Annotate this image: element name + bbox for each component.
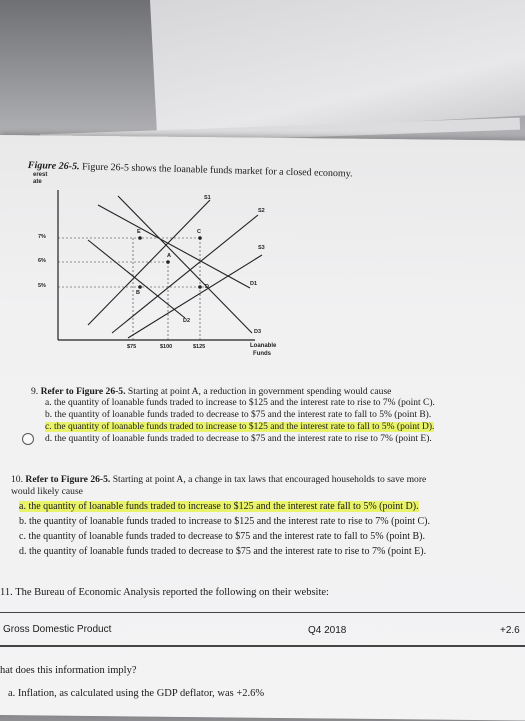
question-11-prompt [0, 587, 329, 599]
demand-curve-d2 [88, 240, 185, 318]
question-9-option-d[interactable]: d. the quantity of loanable funds traded to decrease to $75 and the interest rate to rise to 7% (point E). [45, 434, 432, 444]
question-10-ref: Refer to Figure 26-5. [25, 474, 111, 485]
question-11-followup: hat does this information imply? [0, 665, 137, 676]
curve-label-s3: S3 [258, 245, 265, 251]
x-tick-75: $75 [127, 344, 137, 350]
question-9-option-b[interactable]: b. the quantity of loanable funds traded to decrease to $75 and the interest rate to fall to 5% (point B). [45, 410, 432, 420]
x-tick-100: $100 [160, 344, 173, 350]
question-9-number: 9. [31, 386, 39, 397]
gdp-value: +2.6 [500, 625, 520, 636]
table-bottom-rule [0, 645, 525, 647]
curve-label-s1: S1 [204, 195, 211, 201]
question-11-partial-option[interactable]: a. Inflation, as calculated using the GDP deflator, was +2.6% [8, 688, 265, 699]
x-axis-label-line2: Funds [253, 351, 271, 357]
point-label-c: C [197, 229, 201, 235]
figure-caption-bold: Figure 26-5. [27, 160, 80, 173]
question-9-option-a[interactable]: a. the quantity of loanable funds traded to increase to $125 and the interest rate to rise to 7% (point C). [45, 398, 435, 408]
y-tick-5: 5% [38, 283, 46, 289]
y-tick-7: 7% [38, 234, 46, 240]
y-tick-6: 6% [38, 258, 46, 264]
question-10-number: 10. [11, 474, 23, 485]
question-10-prompt [11, 474, 426, 486]
question-11-text: The Bureau of Economic Analysis reported the following on their website: [15, 587, 329, 598]
question-9-text: Starting at point A, a reduction in government spending would cause [127, 386, 392, 397]
radio-button[interactable] [22, 433, 34, 445]
question-10-option-d[interactable]: d. the quantity of loanable funds traded to decrease to $75 and the interest rate to rise to 7% (point E). [19, 546, 427, 557]
question-9-option-c-highlighted[interactable]: c. the quantity of loanable funds traded to increase to $125 and the interest rate to fall to 5% (point D). [45, 422, 435, 432]
question-9-prompt [31, 386, 391, 398]
x-axis-label-line1: Loanable [250, 343, 277, 349]
table-top-rule [0, 612, 525, 613]
y-axis-label-line1: erest [33, 172, 48, 178]
x-tick-125: $125 [193, 344, 206, 350]
supply-curve-s1 [88, 200, 210, 325]
question-10-option-a-highlighted[interactable]: a. the quantity of loanable funds traded to increase to $125 and the interest rate fall to 5% (point D). [19, 501, 419, 512]
supply-curve-s3 [128, 255, 262, 338]
gdp-period: Q4 2018 [308, 625, 347, 636]
curve-label-d1: D1 [250, 281, 258, 287]
curve-label-d3: D3 [254, 329, 262, 335]
supply-curve-s2 [112, 215, 258, 333]
question-10-text: Starting at point A, a change in tax laws that encouraged households to save more [112, 474, 427, 485]
demand-curve-d1 [98, 205, 250, 288]
point-label-b: B [136, 290, 140, 296]
point-label-d: D [205, 284, 209, 290]
question-10-option-c[interactable]: c. the quantity of loanable funds traded to decrease to $75 and the interest rate to fall to 5% (point B). [19, 531, 425, 542]
curve-label-s2: S2 [258, 208, 265, 214]
question-10-option-b[interactable]: b. the quantity of loanable funds traded to increase to $125 and the interest rate to rise to 7% (point C). [19, 516, 430, 527]
question-9-ref: Refer to Figure 26-5. [40, 386, 126, 397]
point-label-a: A [167, 253, 171, 259]
point-label-e: E [137, 229, 141, 235]
figure-caption-text: Figure 26-5 shows the loanable funds market for a closed economy. [81, 161, 353, 180]
gdp-label: Gross Domestic Product [3, 624, 112, 635]
y-axis-label-line2: ate [33, 179, 42, 185]
question-11-number: 11. [0, 587, 13, 598]
curve-label-d2: D2 [183, 318, 191, 324]
question-10-prompt-line2: would likely cause [11, 486, 83, 497]
